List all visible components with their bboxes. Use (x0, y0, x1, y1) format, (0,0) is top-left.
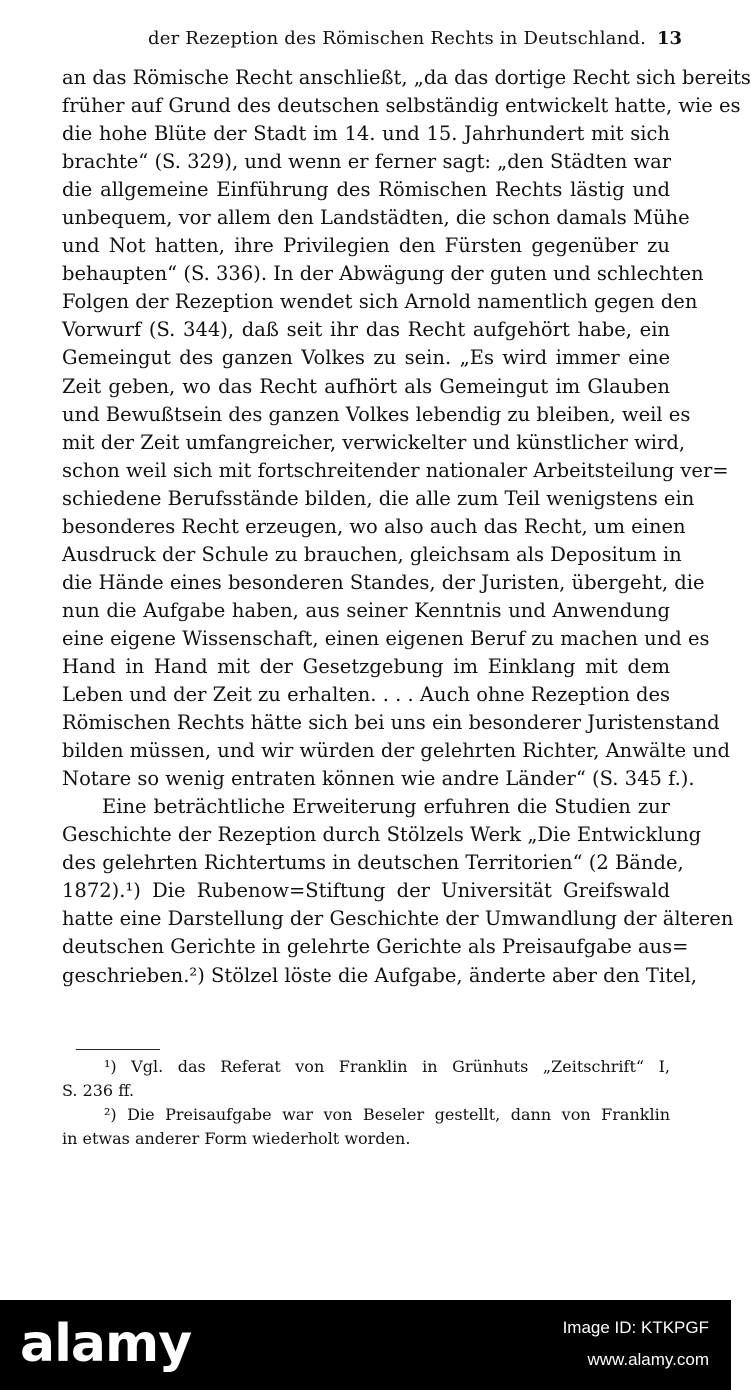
text-line: Ausdruck der Schule zu brauchen, gleichsam als Depositum in (62, 542, 682, 566)
image-id: Image ID: KTKPGF (562, 1318, 709, 1337)
text-line: nun die Aufgabe haben, aus seiner Kenntnis und Anwendung (62, 598, 670, 622)
text-line: früher auf Grund des deutschen selbständig entwickelt hatte, wie es (62, 94, 741, 118)
body-text (62, 64, 751, 990)
text-line: hatte eine Darstellung der Geschichte der Umwandlung der älteren (62, 907, 734, 931)
text-line: Folgen der Rezeption wendet sich Arnold namentlich gegen den (62, 290, 698, 314)
text-line: Eine beträchtliche Erweiterung erfuhren die Studien zur (102, 795, 670, 819)
text-line: Geschichte der Rezeption durch Stölzels Werk „Die Entwicklung (62, 823, 702, 847)
footnote-line: ²) Die Preisaufgabe war von Beseler gestellt, dann von Franklin (104, 1105, 670, 1124)
text-line: Gemeingut des ganzen Volkes zu sein. „Es wird immer eine (62, 346, 670, 370)
text-line: schiedene Berufsstände bilden, die alle zum Teil wenigstens ein (62, 486, 695, 510)
text-line: geschrieben.²) Stölzel löste die Aufgabe, änderte aber den Titel, (62, 963, 697, 987)
footnote-divider (76, 1049, 160, 1050)
text-line: Leben und der Zeit zu erhalten. . . . Auch ohne Rezeption des (62, 683, 670, 707)
text-line: unbequem, vor allem den Landstädten, die schon damals Mühe (62, 206, 690, 230)
text-line: an das Römische Recht anschließt, „da das dortige Recht sich bereits (62, 66, 751, 89)
text-line: besonderes Recht erzeugen, wo also auch das Recht, um einen (62, 514, 686, 538)
running-title: der Rezeption des Römischen Rechts in Deutschland. (148, 28, 647, 49)
text-line: die allgemeine Einführung des Römischen Rechts lästig und (62, 178, 670, 202)
text-line: behaupten“ (S. 336). In der Abwägung der guten und schlechten (62, 262, 704, 286)
text-line: brachte“ (S. 329), und wenn er ferner sagt: „den Städten war (62, 150, 672, 174)
text-line: Zeit geben, wo das Recht aufhört als Gemeingut im Glauben (62, 374, 670, 398)
watermark-url: www.alamy.com (587, 1350, 709, 1369)
footnote-line: in etwas anderer Form wiederholt worden. (62, 1129, 411, 1148)
running-head (62, 28, 682, 56)
text-line: Vorwurf (S. 344), daß seit ihr das Recht aufgehört habe, ein (62, 318, 670, 342)
text-line: 1872).¹) Die Rubenow=Stiftung der Universität Greifswald (62, 879, 670, 903)
footnote-line: S. 236 ff. (62, 1081, 135, 1100)
text-line: Notare so wenig entraten können wie andre Länder“ (S. 345 f.). (62, 767, 695, 791)
text-line: die Hände eines besonderen Standes, der Juristen, übergeht, die (62, 570, 705, 594)
text-line: und Not hatten, ihre Privilegien den Fürsten gegenüber zu (62, 234, 670, 258)
text-line: schon weil sich mit fortschreitender nationaler Arbeitsteilung ver= (62, 458, 729, 482)
footnotes (62, 1055, 670, 1151)
footnote-line: ¹) Vgl. das Referat von Franklin in Grünhuts „Zeitschrift“ I, (104, 1057, 670, 1076)
text-line: eine eigene Wissenschaft, einen eigenen Beruf zu machen und es (62, 626, 710, 650)
text-line: Hand in Hand mit der Gesetzgebung im Einklang mit dem (62, 654, 670, 678)
text-line: bilden müssen, und wir würden der gelehrten Richter, Anwälte und (62, 739, 730, 763)
text-line: deutschen Gerichte in gelehrte Gerichte als Preisaufgabe aus= (62, 935, 689, 959)
text-line: und Bewußtsein des ganzen Volkes lebendig zu bleiben, weil es (62, 402, 691, 426)
text-line: des gelehrten Richtertums in deutschen Territorien“ (2 Bände, (62, 851, 684, 875)
alamy-logo: alamy (20, 1314, 192, 1374)
watermark-banner (0, 1300, 731, 1390)
text-line: die hohe Blüte der Stadt im 14. und 15. Jahrhundert mit sich (62, 122, 670, 146)
page-number: 13 (656, 28, 682, 49)
text-line: mit der Zeit umfangreicher, verwickelter und künstlicher wird, (62, 430, 686, 454)
text-line: Römischen Rechts hätte sich bei uns ein besonderer Juristenstand (62, 711, 720, 735)
